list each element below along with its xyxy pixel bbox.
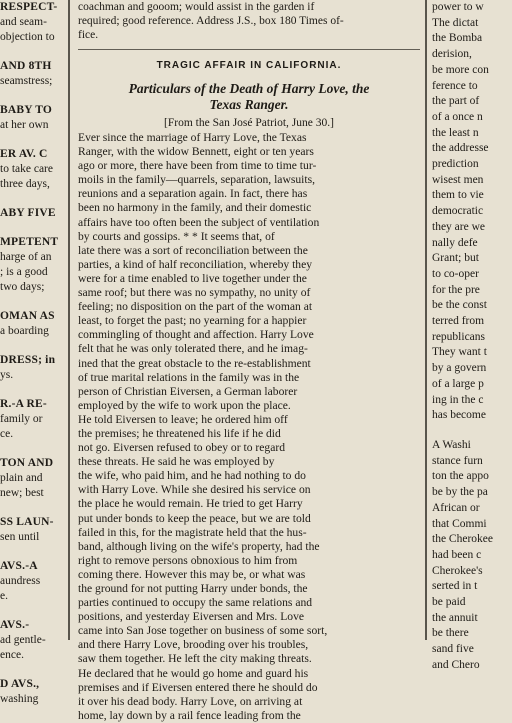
article-body-line: ago or more, there have been from time to time tur- (78, 159, 317, 173)
classified-ad-fragment (0, 103, 62, 133)
ad-fragment-line: three days, (0, 178, 50, 190)
article-body-line: Ranger, with the widow Bennett, eight or ten years (78, 145, 314, 159)
ad-fragment-line: two days; (0, 281, 45, 293)
right-text-line: be paid (432, 596, 466, 609)
article-source: [From the San José Patriot, June 30.] (164, 117, 334, 129)
article-body-line: felt that he was only tolerated there, and he imag- (78, 342, 308, 356)
ad-fragment-line: aundress (0, 575, 41, 587)
right-text-line: the Cherokee (432, 533, 493, 546)
ad-fragment-line: ad gentle- (0, 634, 46, 646)
ad-fragment-line: D AVS., (0, 678, 40, 690)
center-article-column (78, 0, 420, 722)
right-text-line: by a govern (432, 362, 487, 375)
right-text-line: terred from (432, 315, 485, 328)
right-text-block-2 (432, 438, 512, 674)
ad-fragment-line: a boarding (0, 325, 49, 337)
article-body-line: the wife, who paid him, and he had nothing to do (78, 469, 306, 483)
ad-fragment-line: RESPECT- (0, 1, 58, 13)
right-text-line: the Bomba (432, 32, 483, 45)
ad-fragment-line: ence. (0, 649, 24, 661)
right-text-line: of a once n (432, 110, 483, 123)
article-body-line: employed by the wife to work upon the place. (78, 398, 291, 412)
ad-fragment-line: OMAN AS (0, 310, 55, 322)
ad-fragment-line: TON AND (0, 457, 54, 469)
article-body-line: parties continued to occupy the same relations and (78, 596, 313, 610)
ad-fragment-line: to take care (0, 163, 53, 175)
right-text-line: The dictat (432, 16, 479, 29)
classified-ad-fragment (0, 618, 62, 663)
classified-ad-fragment (0, 235, 62, 295)
article-headline: TRAGIC AFFAIR IN CALIFORNIA. (156, 60, 342, 71)
right-text-block-1 (432, 0, 512, 424)
article-body-line: least, to forget the past; no yearning for a happier (78, 314, 307, 328)
article-body-line: parties, a kind of half reconciliation, whereby they (78, 257, 313, 271)
classified-ad-fragment (0, 515, 62, 545)
classified-ad-fragment (0, 456, 62, 501)
right-text-line: sand five (432, 643, 474, 656)
article-body-line: moils in the family—quarrels, separation, lawsuits, (78, 173, 315, 187)
column-rule-left (68, 0, 70, 640)
article-body-line: home, lay down by a rail fence leading from the (78, 708, 301, 722)
ad-fragment-line: seamstress; (0, 75, 53, 87)
right-text-line: for the pre (432, 283, 480, 296)
article-body-line: and there Harry Love, brooding over his troubles, (78, 638, 309, 652)
classified-ad-fragment (0, 0, 62, 45)
ad-fragment-line: family or (0, 413, 43, 425)
block-gap (432, 424, 512, 438)
right-text-line: African or (432, 501, 480, 514)
column-rule-right (425, 0, 427, 640)
ad-fragment-line: R.-A RE- (0, 398, 47, 410)
article-body-line: with Harry Love. While she desired his service on (78, 483, 311, 497)
right-text-line: They want t (432, 346, 487, 359)
article-body-line: not go. Eiversen refused to obey or to regard (78, 441, 286, 455)
right-text-line: ing in the c (432, 393, 484, 406)
classified-ad-fragment (0, 353, 62, 383)
right-text-line: power to w (432, 1, 484, 13)
right-text-line: has become (432, 409, 486, 422)
ad-fragment-line: ; is a good (0, 266, 48, 278)
right-text-line: be there (432, 627, 469, 640)
article-body-line: premises and if Eiversen entered there he should do (78, 680, 318, 694)
article-body-line: right to remove persons obnoxious to him from (78, 553, 298, 567)
right-text-line: serted in t (432, 580, 478, 593)
article-body-line: positions, and yesterday Eiversen and Mrs. Love (78, 610, 305, 624)
subhead-line-1: Particulars of the Death of Harry Love, the (128, 81, 370, 96)
right-text-line: be the const (432, 299, 487, 312)
article-body-line: saw them together. He left the city making threats. (78, 652, 312, 666)
article-body-line: were for a time enabled to live together under the (78, 271, 307, 285)
classified-ad-fragment (0, 147, 62, 192)
ad-fragment-line: new; best (0, 487, 44, 499)
article-body-line: reunions and a separation again. In fact, there has (78, 187, 308, 201)
ad-fragment-line: DRESS; in (0, 354, 56, 366)
article-body-line: person of Christian Eiversen, a German laborer (78, 384, 298, 398)
right-text-line: them to vie (432, 189, 484, 202)
ad-fragment-line: objection to (0, 31, 55, 43)
article-body-line: commingling of thought and affection. Harry Love (78, 328, 314, 342)
right-text-line: had been c (432, 548, 482, 561)
article-body-line: of true marital relations in the family was in the (78, 370, 300, 384)
right-text-line: to co-oper (432, 267, 479, 280)
article-body-line: the ground for not putting Harry under bonds, the (78, 582, 308, 595)
article-body-line: put under bonds to keep the peace, but we are told (78, 511, 311, 525)
left-classifieds-column (0, 0, 62, 705)
article-body-line: coming there. However this may be, or what was (78, 567, 306, 581)
article-body-line: the place he would remain. He tried to get Harry (78, 497, 303, 511)
top-ad-line: required; good reference. Address J.S., box 180 Times of- (78, 15, 344, 27)
right-text-line: republicans (432, 330, 486, 343)
right-text-line: prediction (432, 158, 479, 171)
ad-fragment-line: BABY TO (0, 104, 52, 116)
separator-rule (78, 49, 420, 50)
right-text-line: A Washi (432, 438, 471, 451)
ad-fragment-line: plain and (0, 472, 43, 484)
article-body-line: same roof; but there was no sympathy, no unity of (78, 286, 311, 300)
article-body-line: by courts and gossips. * * It seems that, of (78, 229, 275, 243)
ad-fragment-line: e. (0, 590, 8, 602)
right-text-line: Grant; but (432, 252, 479, 265)
article-body-line: failed in this, for the magistrate held that the hus- (78, 525, 307, 539)
ad-fragment-line: ce. (0, 428, 14, 440)
article-body-line: it over his dead body. Harry Love, on arriving at (78, 694, 303, 708)
ad-fragment-line: MPETENT (0, 236, 59, 248)
classified-ad-fragment (0, 677, 62, 707)
right-text-line: the annuit (432, 611, 478, 624)
ad-fragment-line: AVS.- (0, 619, 30, 631)
article-body-line: these threats. He said he was employed by (78, 455, 275, 469)
subhead-line-2: Texas Ranger. (209, 97, 289, 112)
right-text-line: that Commi (432, 517, 487, 530)
right-text-line: the part of (432, 95, 480, 108)
article-body-line: late there was a sort of reconciliation between the (78, 243, 308, 257)
article-body-line: Ever since the marriage of Harry Love, the Texas (78, 131, 307, 144)
right-text-line: stance furn (432, 454, 483, 467)
ad-fragment-line: harge of an (0, 251, 52, 263)
top-classified-ad (78, 0, 420, 42)
ad-fragment-line: SS LAUN- (0, 516, 54, 528)
right-text-line: ton the appo (432, 470, 489, 483)
right-text-line: the addresse (432, 142, 489, 155)
ad-fragment-line: AND 8TH (0, 60, 52, 72)
article-body-line: feeling; no disposition on the part of the woman at (78, 300, 313, 314)
ad-fragment-line: at her own (0, 119, 49, 131)
article-body-line: been no harmony in the family, and their domestic (78, 201, 312, 215)
ad-fragment-line: sen until (0, 531, 40, 543)
classified-ad-fragment (0, 397, 62, 442)
article-body-line: He declared that he would go home and guard his (78, 666, 309, 680)
classified-ad-fragment (0, 559, 62, 604)
classified-ad-fragment (0, 309, 62, 339)
right-text-line: be more con (432, 63, 489, 76)
right-text-line: be by the pa (432, 486, 488, 499)
ad-fragment-line: ABY FIVE (0, 207, 56, 219)
article-subhead (82, 81, 416, 113)
ad-fragment-line: AVS.-A (0, 560, 38, 572)
article-body (78, 131, 420, 723)
top-ad-line: coachman and gooom; would assist in the garden if (78, 1, 315, 13)
right-text-line: nally defe (432, 236, 478, 249)
right-text-line: and Chero (432, 658, 480, 671)
article-body-line: came into San Jose together on business of some sort, (78, 624, 328, 638)
top-ad-line: fice. (78, 29, 99, 41)
right-text-line: ference to (432, 79, 478, 92)
article-body-line: the premises; he threatened his life if he did (78, 426, 281, 440)
right-text-line: they are we (432, 220, 485, 233)
classified-ad-fragment (0, 206, 62, 221)
classified-ad-fragment (0, 59, 62, 89)
article-body-line: band, although living on the wife's property, had the (78, 539, 320, 553)
right-text-column (432, 0, 512, 671)
article-body-line: He told Eiversen to leave; he ordered him off (78, 412, 288, 426)
ad-fragment-line: ER AV. C (0, 148, 48, 160)
right-text-line: Cherokee's (432, 564, 483, 577)
ad-fragment-line: ys. (0, 369, 14, 381)
ad-fragment-line: and seam- (0, 16, 47, 28)
right-text-line: wisest men (432, 173, 484, 186)
right-text-line: derision, (432, 48, 472, 61)
right-text-line: of a large p (432, 377, 484, 390)
article-body-line: ined that the great obstacle to the re-establishment (78, 356, 311, 370)
right-text-line: the least n (432, 126, 479, 139)
right-text-line: democratic (432, 205, 484, 218)
article-body-line: affairs have too often been the subject of ventilation (78, 215, 320, 229)
ad-fragment-line: washing (0, 693, 39, 705)
